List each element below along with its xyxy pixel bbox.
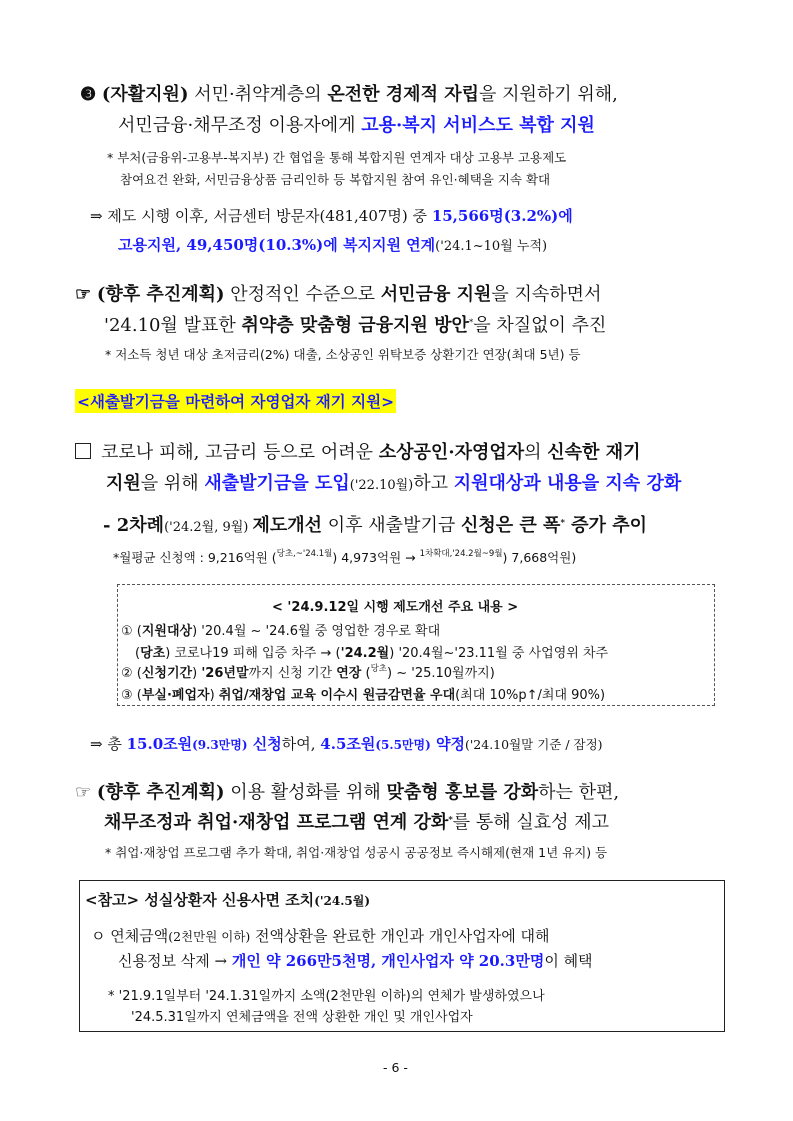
plan2-line1: ☞ (향후 추진계획) 이용 활성화를 위해 맞춤형 홍보를 강화하는 한편,: [75, 782, 620, 803]
ref-note-line2: '24.5.31일까지 연체금액을 전액 상환한 개인 및 개인사업자: [131, 1010, 473, 1025]
item3-line2: 서민금융·채무조정 이용자에게 고용·복지 서비스도 복합 지원: [118, 115, 595, 136]
pointing-hand-icon: ☞: [75, 782, 92, 803]
box-title: < '24.9.12일 시행 제도개선 주요 내용 >: [272, 600, 519, 615]
plan1-note: * 저소득 청년 대상 초저금리(2%) 대출, 소상공인 위탁보증 상환기간 연장(최대 5년) 등: [105, 347, 581, 362]
plan2-line2: 채무조정과 취업·재창업 프로그램 연계 강화*를 통해 실효성 제고: [104, 812, 610, 833]
para-sub: - 2차례('24.2월, 9월) 제도개선 이후 새출발기금 신청은 큰 폭* 증가 추이: [103, 515, 647, 536]
para-note: *월평균 신청액 : 9,216억원 ($^{당초,\sim'24.1월}$) 4,973억원 → $^{1차확대,'24.2월\sim 9월}$) 7,668억원): [113, 549, 577, 565]
plan1-line2: '24.10월 발표한 취약층 맞춤형 금융지원 방안*을 차질없이 추진: [104, 315, 607, 336]
para-line2: 지원을 위해 새출발기금을 도입('22.10월)하고 지원대상과 내용을 지속 강화: [106, 473, 682, 494]
item3-marker: ❸: [80, 84, 97, 105]
page-number: - 6 -: [383, 1060, 408, 1075]
box-line2: (당초) 코로나19 피해 입증 차주 → ('24.2월) '20.4월~'23.11월 중 사업영위 차주: [135, 646, 609, 661]
item3-result-line2: 고용지원, 49,450명(10.3%)에 복지지원 연계('24.1~10월 누적): [118, 236, 548, 254]
ref-line1: ㅇ 연체금액(2천만원 이하) 전액상환을 완료한 개인과 개인사업자에 대해: [91, 927, 550, 945]
section-heading: <새출발기금을 마련하여 자영업자 재기 지원>: [75, 389, 396, 413]
result2-line: ⇒ 총 15.0조원(9.3만명) 신청하여, 4.5조원(5.5만명) 약정('24.10월말 기준 / 잠정): [90, 735, 603, 753]
ref-note-line1: * '21.9.1일부터 '24.1.31일까지 소액(2천만원 이하)의 연체가 발생하였으나: [108, 989, 545, 1004]
plan1-line1: ☞ (향후 추진계획) 안정적인 수준으로 서민금융 지원을 지속하면서: [75, 284, 602, 305]
box-line1: ① (지원대상) '20.4월 ~ '24.6월 중 영업한 경우로 확대: [121, 624, 441, 639]
ref-line2: 신용정보 삭제 → 개인 약 266만5천명, 개인사업자 약 20.3만명이 혜택: [118, 952, 593, 970]
checkbox-square-icon: [75, 443, 91, 459]
box-line4: ③ (부실·폐업자) 취업/재창업 교육 이수시 원금감면율 우대(최대 10%p↑/최대 90%): [121, 688, 606, 703]
ref-title: <참고> 성실상환자 신용사면 조치('24.5월): [85, 891, 371, 909]
item3-line1: ❸ (자활지원) 서민·취약계층의 온전한 경제적 자립을 지원하기 위해,: [80, 84, 618, 105]
para-line1: 코로나 피해, 고금리 등으로 어려운 소상공인·자영업자의 신속한 재기: [75, 438, 640, 464]
item3-note-line1: * 부처(금융위-고용부-복지부) 간 협업을 통해 복합지원 연계자 대상 고용부 고용제도: [107, 150, 567, 165]
box-line3: ② (신청기간) '26년말까지 신청 기간 연장 ($^{당초}$) ~ '25.10월까지): [121, 664, 495, 681]
item3-note-line2: 참여요건 완화, 서민금융상품 금리인하 등 복합지원 참여 유인·혜택을 지속 확대: [120, 172, 551, 187]
pointing-hand-icon: ☞: [75, 284, 92, 305]
item3-result-line1: ⇒ 제도 시행 이후, 서금센터 방문자(481,407명) 중 15,566명(3.2%)에: [90, 207, 573, 225]
plan2-note: * 취업·재창업 프로그램 추가 확대, 취업·재창업 성공시 공공정보 즉시해제(현재 1년 유지) 등: [105, 845, 608, 860]
